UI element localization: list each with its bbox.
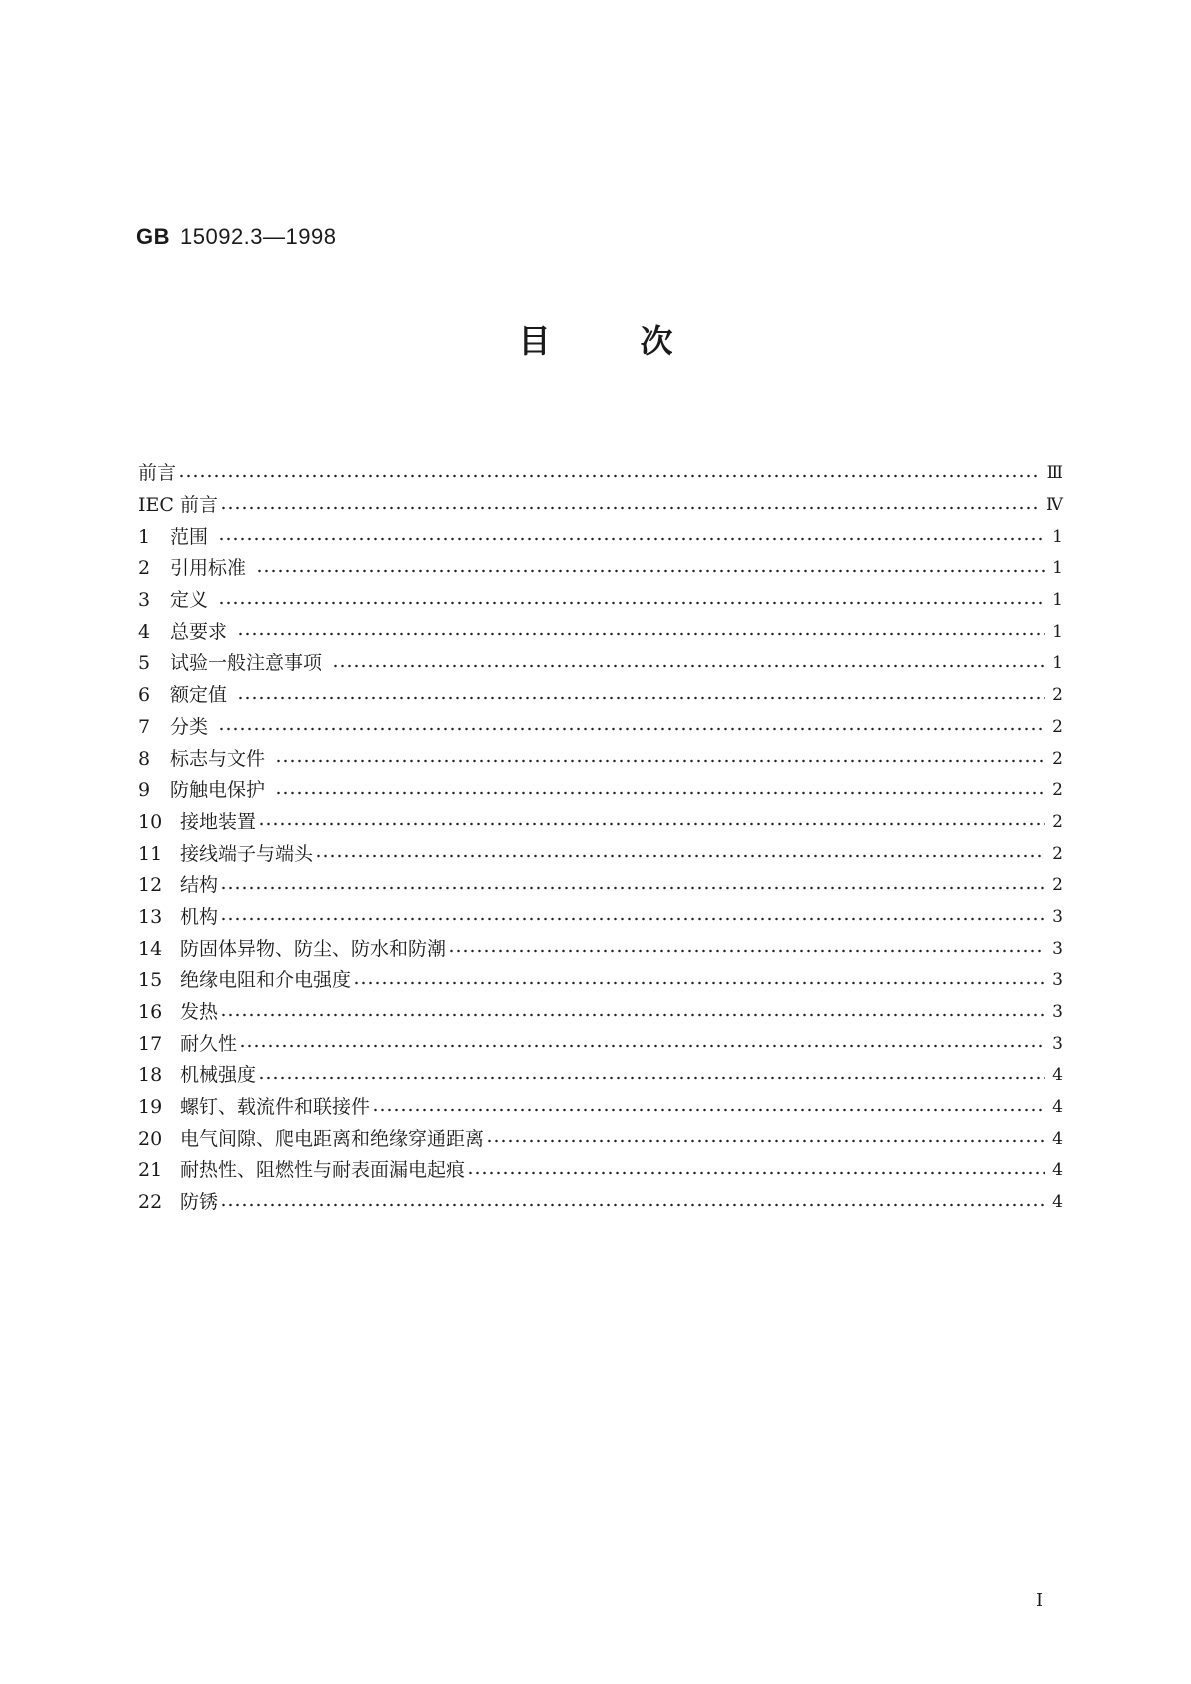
toc-entry-label: 前言 bbox=[138, 462, 177, 485]
toc-entry[interactable] bbox=[138, 458, 1063, 490]
toc-entry[interactable] bbox=[138, 1155, 1063, 1187]
dot-leader bbox=[218, 601, 1045, 605]
toc-entry[interactable] bbox=[138, 1123, 1063, 1155]
toc-entry[interactable] bbox=[138, 902, 1063, 934]
toc-entry-label: 防锈 bbox=[180, 1191, 219, 1214]
toc-entry-label: 结构 bbox=[180, 874, 219, 897]
dot-leader bbox=[486, 1139, 1045, 1143]
page-number: I bbox=[1036, 1590, 1044, 1611]
toc-entry[interactable] bbox=[138, 490, 1063, 522]
table-of-contents bbox=[138, 458, 1063, 1219]
toc-entry-label: 引用标准 bbox=[170, 557, 247, 580]
toc-entry-label: 耐热性、阻燃性与耐表面漏电起痕 bbox=[180, 1159, 466, 1182]
dot-leader bbox=[315, 854, 1045, 858]
dot-leader bbox=[275, 791, 1045, 795]
toc-entry-page: 2 bbox=[1052, 843, 1063, 864]
toc-entry[interactable] bbox=[138, 743, 1063, 775]
standard-number: 15092.3—1998 bbox=[180, 224, 337, 249]
toc-entry-label: 定义 bbox=[170, 589, 209, 612]
toc-entry-number: 5 bbox=[138, 652, 151, 675]
toc-entry[interactable] bbox=[138, 648, 1063, 680]
toc-entry-number: 21 bbox=[138, 1159, 163, 1182]
toc-entry[interactable] bbox=[138, 933, 1063, 965]
toc-entry-label: 机械强度 bbox=[180, 1064, 257, 1087]
toc-entry[interactable] bbox=[138, 775, 1063, 807]
dot-leader bbox=[448, 949, 1045, 953]
toc-entry[interactable] bbox=[138, 870, 1063, 902]
toc-entry-number: 7 bbox=[138, 715, 151, 738]
toc-entry-label: IEC 前言 bbox=[138, 494, 218, 517]
toc-entry-page: 3 bbox=[1052, 938, 1063, 959]
toc-entry-label: 范围 bbox=[170, 525, 209, 548]
toc-entry-page: 3 bbox=[1052, 970, 1063, 991]
toc-entry-label: 螺钉、载流件和联接件 bbox=[180, 1096, 371, 1119]
standard-code bbox=[136, 224, 336, 250]
toc-entry-number: 22 bbox=[138, 1191, 163, 1214]
dot-leader bbox=[467, 1171, 1045, 1175]
toc-entry-number: 6 bbox=[138, 684, 151, 707]
toc-entry[interactable] bbox=[138, 997, 1063, 1029]
toc-entry-label: 耐久性 bbox=[180, 1032, 238, 1055]
toc-entry-page: 2 bbox=[1052, 716, 1063, 737]
toc-entry[interactable] bbox=[138, 680, 1063, 712]
toc-entry-page: 2 bbox=[1052, 780, 1063, 801]
toc-entry-label: 防固体异物、防尘、防水和防潮 bbox=[180, 937, 447, 960]
dot-leader bbox=[220, 1013, 1045, 1017]
dot-leader bbox=[178, 474, 1041, 478]
dot-leader bbox=[218, 537, 1045, 541]
toc-entry-page: 4 bbox=[1052, 1192, 1063, 1213]
toc-entry[interactable] bbox=[138, 965, 1063, 997]
toc-entry-label: 额定值 bbox=[170, 684, 228, 707]
dot-leader bbox=[239, 1044, 1045, 1048]
toc-entry[interactable] bbox=[138, 1187, 1063, 1219]
toc-entry[interactable] bbox=[138, 521, 1063, 553]
toc-entry-page: 3 bbox=[1052, 906, 1063, 927]
dot-leader bbox=[220, 917, 1045, 921]
toc-entry-page: Ⅲ bbox=[1046, 463, 1063, 484]
toc-entry-page: 2 bbox=[1052, 811, 1063, 832]
toc-entry[interactable] bbox=[138, 553, 1063, 585]
toc-entry-label: 接地装置 bbox=[180, 810, 257, 833]
toc-entry-number: 14 bbox=[138, 937, 163, 960]
toc-entry[interactable] bbox=[138, 616, 1063, 648]
toc-entry-number: 11 bbox=[138, 842, 163, 865]
dot-leader bbox=[353, 981, 1045, 985]
dot-leader bbox=[237, 696, 1045, 700]
toc-entry-page: 1 bbox=[1052, 621, 1063, 642]
toc-entry[interactable] bbox=[138, 1028, 1063, 1060]
toc-entry-page: 2 bbox=[1052, 875, 1063, 896]
toc-entry-number: 12 bbox=[138, 874, 163, 897]
toc-entry-number: 13 bbox=[138, 905, 163, 928]
dot-leader bbox=[220, 1203, 1045, 1207]
toc-entry-label: 发热 bbox=[180, 1001, 219, 1024]
toc-entry-number: 2 bbox=[138, 557, 151, 580]
toc-entry-number: 9 bbox=[138, 779, 151, 802]
dot-leader bbox=[256, 569, 1045, 573]
toc-entry-number: 17 bbox=[138, 1032, 163, 1055]
toc-entry-page: 4 bbox=[1052, 1097, 1063, 1118]
toc-entry-label: 防触电保护 bbox=[170, 779, 266, 802]
toc-entry-number: 4 bbox=[138, 620, 151, 643]
toc-entry-label: 标志与文件 bbox=[170, 747, 266, 770]
dot-leader bbox=[332, 664, 1045, 668]
toc-entry-page: 1 bbox=[1052, 558, 1063, 579]
toc-entry[interactable] bbox=[138, 807, 1063, 839]
toc-entry-number: 10 bbox=[138, 810, 163, 833]
toc-entry-page: 2 bbox=[1052, 685, 1063, 706]
dot-leader bbox=[220, 506, 1040, 510]
toc-entry-page: 3 bbox=[1052, 1033, 1063, 1054]
toc-entry[interactable] bbox=[138, 1092, 1063, 1124]
toc-entry[interactable] bbox=[138, 585, 1063, 617]
toc-entry-page: 3 bbox=[1052, 1002, 1063, 1023]
toc-entry-number: 20 bbox=[138, 1127, 163, 1150]
toc-entry[interactable] bbox=[138, 1060, 1063, 1092]
toc-entry-page: 4 bbox=[1052, 1160, 1063, 1181]
toc-entry-number: 1 bbox=[138, 525, 151, 548]
toc-entry-page: 2 bbox=[1052, 748, 1063, 769]
toc-entry-number: 18 bbox=[138, 1064, 163, 1087]
toc-entry-number: 16 bbox=[138, 1001, 163, 1024]
toc-entry-page: 4 bbox=[1052, 1128, 1063, 1149]
toc-entry-page: Ⅳ bbox=[1046, 495, 1063, 516]
toc-entry-page: 1 bbox=[1052, 526, 1063, 547]
toc-entry-label: 绝缘电阻和介电强度 bbox=[180, 969, 352, 992]
dot-leader bbox=[218, 727, 1045, 731]
toc-entry-number: 3 bbox=[138, 589, 151, 612]
dot-leader bbox=[372, 1108, 1045, 1112]
toc-entry[interactable] bbox=[138, 838, 1063, 870]
toc-entry-page: 1 bbox=[1052, 590, 1063, 611]
toc-entry-number: 15 bbox=[138, 969, 163, 992]
toc-entry-page: 1 bbox=[1052, 653, 1063, 674]
toc-entry-label: 总要求 bbox=[170, 620, 228, 643]
toc-entry-label: 试验一般注意事项 bbox=[170, 652, 323, 675]
dot-leader bbox=[237, 632, 1045, 636]
toc-entry-label: 分类 bbox=[170, 715, 209, 738]
dot-leader bbox=[258, 822, 1045, 826]
dot-leader bbox=[220, 886, 1045, 890]
dot-leader bbox=[275, 759, 1045, 763]
toc-entry-label: 电气间隙、爬电距离和绝缘穿通距离 bbox=[180, 1127, 485, 1150]
page-title: 目次 bbox=[518, 322, 763, 360]
toc-entry-page: 4 bbox=[1052, 1065, 1063, 1086]
toc-entry-label: 机构 bbox=[180, 905, 219, 928]
standard-prefix: GB bbox=[136, 224, 170, 249]
toc-entry-number: 8 bbox=[138, 747, 151, 770]
toc-entry[interactable] bbox=[138, 712, 1063, 744]
dot-leader bbox=[258, 1076, 1045, 1080]
toc-entry-label: 接线端子与端头 bbox=[180, 842, 314, 865]
toc-entry-number: 19 bbox=[138, 1096, 163, 1119]
